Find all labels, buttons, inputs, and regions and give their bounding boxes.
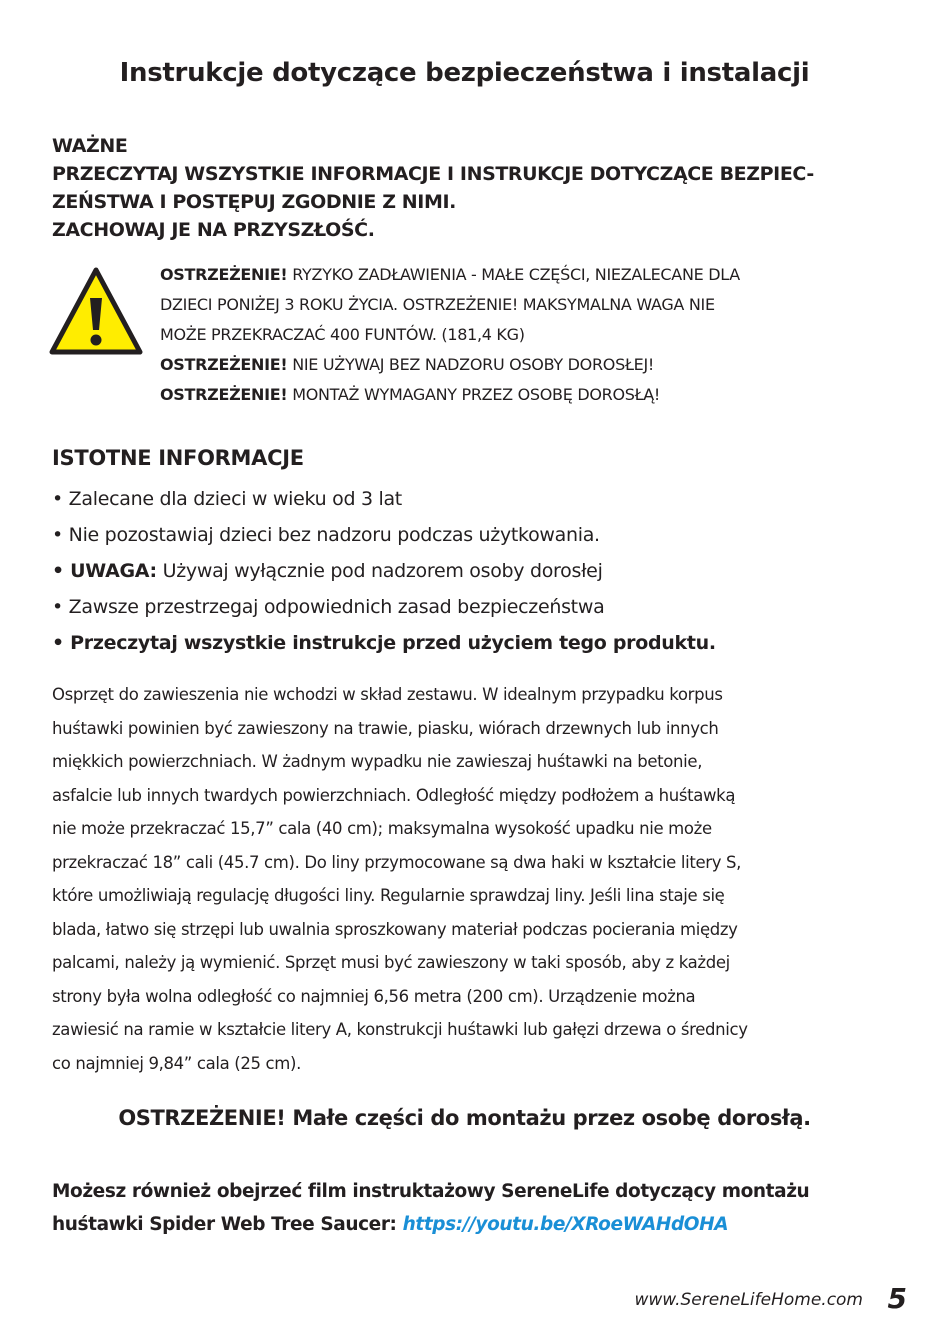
small-parts-warning: OSTRZEŻENIE! Małe części do montażu przez osobę dorosłą. <box>118 1106 811 1130</box>
important-heading: WAŻNE <box>52 135 128 157</box>
list-item: • Nie pozostawiaj dzieci bez nadzoru podczas użytkowania. <box>52 524 600 546</box>
installation-paragraph <box>52 678 872 1080</box>
warning-triangle-icon <box>48 266 144 362</box>
page-title: Instrukcje dotyczące bezpieczeństwa i instalacji <box>119 58 810 88</box>
video-line-1: Możesz również obejrzeć film instruktażowy SereneLife dotyczący montażu <box>52 1181 810 1202</box>
list-item: • Przeczytaj wszystkie instrukcje przed użyciem tego produktu. <box>52 632 716 654</box>
list-item: • UWAGA: Używaj wyłącznie pod nadzorem osoby dorosłej <box>52 560 603 582</box>
page-number: 5 <box>887 1282 907 1315</box>
video-line-2: huśtawki Spider Web Tree Saucer: https://youtu.be/XRoeWAHdOHA <box>52 1214 729 1235</box>
video-section <box>52 1175 912 1241</box>
caution-label: UWAGA: <box>70 560 157 582</box>
warning-1-line-2: DZIECI PONIŻEJ 3 ROKU ŻYCIA. OSTRZEŻENIE! MAKSYMALNA WAGA NIE <box>160 295 715 314</box>
paragraph-line: przekraczać 18” cali (45.7 cm). Do liny przymocowane są dwa haki w kształcie litery S, <box>52 852 742 872</box>
paragraph-line: blada, łatwo się strzępi lub uwalnia sproszkowany materiał podczas pocierania między <box>52 919 738 939</box>
paragraph-line: co najmniej 9,84” cala (25 cm). <box>52 1053 301 1073</box>
info-bullet-list <box>52 481 912 661</box>
warning-label: OSTRZEŻENIE! <box>160 355 288 374</box>
paragraph-line: nie może przekraczać 15,7” cala (40 cm); maksymalna wysokość upadku nie może <box>52 819 712 838</box>
warning-label: OSTRZEŻENIE! <box>160 385 288 404</box>
warning-2: OSTRZEŻENIE! NIE UŻYWAJ BEZ NADZORU OSOBY DOROSŁEJ! <box>160 355 654 374</box>
important-line-2: ZEŃSTWA I POSTĘPUJ ZGODNIE Z NIMI. <box>52 191 456 213</box>
paragraph-line: Osprzęt do zawieszenia nie wchodzi w skład zestawu. W idealnym przypadku korpus <box>52 685 723 704</box>
paragraph-line: palcami, należy ją wymienić. Sprzęt musi być zawieszony w taki sposób, aby z każdej <box>52 953 730 972</box>
warning-3: OSTRZEŻENIE! MONTAŻ WYMAGANY PRZEZ OSOBĘ DOROSŁĄ! <box>160 385 661 404</box>
paragraph-line: huśtawki powinien być zawieszony na trawie, piasku, wiórach drzewnych lub innych <box>52 718 719 738</box>
warning-1-line-3: MOŻE PRZEKRACZAĆ 400 FUNTÓW. (181,4 KG) <box>160 325 525 344</box>
important-line-1: PRZECZYTAJ WSZYSTKIE INFORMACJE I INSTRUKCJE DOTYCZĄCE BEZPIEC- <box>52 163 814 185</box>
footer-website: www.SereneLifeHome.com <box>634 1290 863 1310</box>
warning-label: OSTRZEŻENIE! <box>160 265 288 284</box>
list-item: • Zalecane dla dzieci w wieku od 3 lat <box>52 488 402 510</box>
video-link[interactable]: https://youtu.be/XRoeWAHdOHA <box>402 1214 729 1235</box>
warning-list <box>160 260 880 410</box>
warning-1-line-1: OSTRZEŻENIE! RYZYKO ZADŁAWIENIA - MAŁE CZĘŚCI, NIEZALECANE DLA <box>160 265 740 284</box>
paragraph-line: asfalcie lub innych twardych powierzchniach. Odległość między podłożem a huśtawką <box>52 785 736 805</box>
important-section <box>52 132 902 244</box>
important-line-3: ZACHOWAJ JE NA PRZYSZŁOŚĆ. <box>52 219 375 241</box>
info-heading: ISTOTNE INFORMACJE <box>52 446 304 470</box>
list-item: • Zawsze przestrzegaj odpowiednich zasad bezpieczeństwa <box>52 596 605 618</box>
paragraph-line: miękkich powierzchniach. W żadnym wypadku nie zawieszaj huśtawki na betonie, <box>52 752 703 771</box>
paragraph-line: zawiesić na ramie w kształcie litery A, konstrukcji huśtawki lub gałęzi drzewa o średnicy <box>52 1020 748 1039</box>
paragraph-line: które umożliwiają regulację długości liny. Regularnie sprawdzaj liny. Jeśli lina staje się <box>52 886 725 905</box>
paragraph-line: strony była wolna odległość co najmniej 6,56 metra (200 cm). Urządzenie można <box>52 986 696 1006</box>
